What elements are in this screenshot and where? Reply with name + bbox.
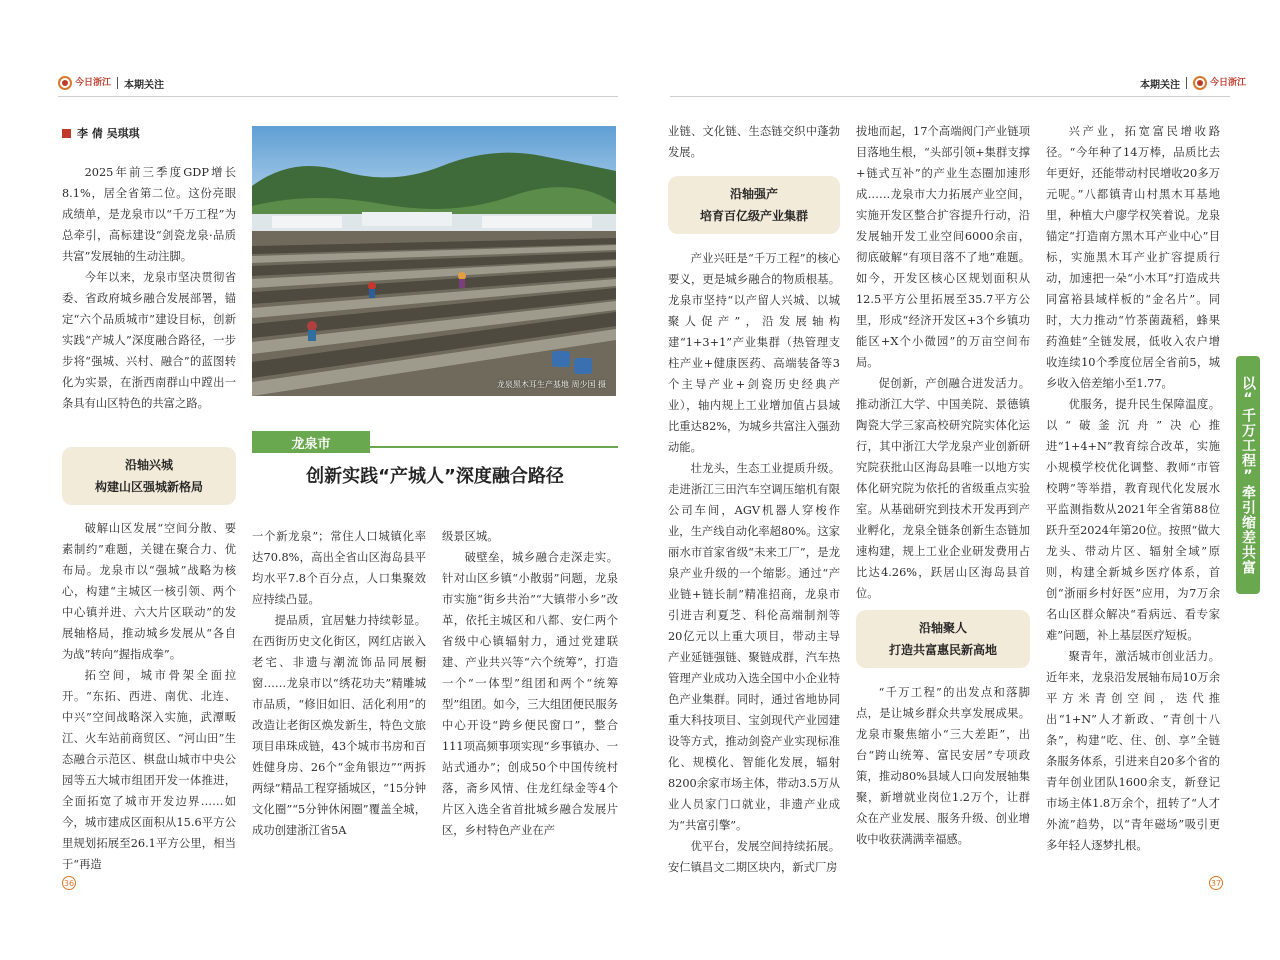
column-4-top <box>668 121 840 163</box>
paragraph: 级景区城。 <box>442 530 499 543</box>
header-separator <box>117 77 118 89</box>
column-5-bottom <box>856 682 1030 850</box>
paragraph: 业链、文化链、生态链交织中蓬勃发展。 <box>668 125 840 159</box>
subhead-build-industry <box>668 176 840 234</box>
paragraph: 优服务，提升民生保障温度。以“破釜沉舟”决心推进“1+4+N”教育综合改革，实施小规模学校优化调整、教师“市管校聘”等举措，教育现代化发展水平监测指数从2021年全省第88位跃升至2024年第20位。按照“做大龙头、带动片区、辐射全域”原则，构建全新城乡医疗体系，首创“浙丽乡村好医”应用，为7万余名山区群众解决“看病远、看专家难”问题，补上基层医疗短板。 <box>1046 398 1220 642</box>
subhead-line: 沿轴强产 <box>729 187 778 201</box>
side-theme-strip: 以“千万工程”牵引缩差共富 <box>1236 356 1260 594</box>
column-1-top <box>62 162 236 414</box>
subhead-line: 构建山区强城新格局 <box>94 480 203 494</box>
paragraph: 破解山区发展“空间分散、要素制约”难题，关键在聚合力、优布局。龙泉市以“强城”战略为核心，构建“主城区一核引领、两个中心镇并进、六大片区联动”的发展轴格局，推动城乡发展从“各自为战”转向“握指成拳”。 <box>62 522 236 661</box>
section-title-left: 本期关注 <box>124 79 165 91</box>
subhead-line: 培育百亿级产业集群 <box>699 209 808 223</box>
header-rule-right <box>670 96 1230 97</box>
paragraph: 产业兴旺是“千万工程”的核心要义，更是城乡融合的物质根基。龙泉市坚持“以产留人兴城、以城聚人促产”，沿发展轴构建“1+3+1”产业集群（热管理支柱产业+健康医药、高端装备等3个主导产业+剑瓷历史经典产业），轴内规上工业增加值占县域比重达82%，为城乡共富注入强劲动能。 <box>668 252 840 454</box>
paragraph: 壮龙头，生态工业提质升级。走进浙江三田汽车空调压缩机有限公司车间，AGV机器人穿梭作业，生产线自动化率超80%。这家丽水市首家省级“未来工厂”，是龙泉产业升级的一个缩影。通过“产业链+链长制”精准招商，龙泉市引进吉利夏芝、科伦高端制剂等20亿元以上重大项目，带动主导产业延链强链、聚链成群，汽车热管理产业成功入选全国中小企业特色产业集群。同时，通过省地协同重大科技项目、宝剑现代产业园建设等方式，推动剑瓷产业实现标准化、规模化、智能化发展，辐射8200余家市场主体，带动3.5万从业人员家门口就业，非遗产业成为“共富引擎”。 <box>668 462 840 832</box>
city-tag: 龙泉市 <box>252 431 370 453</box>
left-header <box>58 76 164 90</box>
paragraph: 聚青年，激活城市创业活力。近年来，龙泉沿发展轴布局10万余平方米青创空间，迭代推出“1+N”人才新政、“青创十八条”，构建“吃、住、创、享”全链条服务体系，引进来自20多个省的青年创业团队1600余支，新登记市场主体1.8万余个，扭转了“人才外流”趋势，以“青年磁场”吸引更多年轻人逐梦扎根。 <box>1046 650 1220 852</box>
page-number-left: 36 <box>62 876 76 890</box>
paragraph: “千万工程”的出发点和落脚点，是让城乡群众共享发展成果。龙泉市聚焦缩小“三大差距”，出台“跨山统筹、富民安居”专项政策，推动80%县域人口向发展轴集聚，新增就业岗位1.2万个，让群众在产业发展、服务升级、创业增收中收获满满幸福感。 <box>856 686 1030 846</box>
header-separator <box>1186 77 1187 89</box>
column-4-bottom <box>668 248 840 878</box>
subhead-gather-people <box>856 610 1030 668</box>
article-photo <box>252 126 616 396</box>
author-marker-icon <box>62 129 71 138</box>
paragraph: 今年以来，龙泉市坚决贯彻省委、省政府城乡融合发展部署，锚定“六个品质城市”建设目标，创新实践“产城人”深度融合路径，一步步将“强城、兴村、融合”的蓝图转化为实景，在浙西南群山中蹚出一条具有山区特色的共富之路。 <box>62 271 236 410</box>
subhead-build-city <box>62 447 236 505</box>
greenhouse-field-image <box>252 126 616 396</box>
paragraph: 拔地而起，17个高端阀门产业链项目落地生根，“头部引领+集群支撑+链式互补”的产业生态圈加速形成……龙泉市大力拓展产业空间，实施开发区整合扩容提升行动，沿发展轴开发工业空间6000余亩，彻底破解“有项目落不了地”难题。如今，开发区核心区规划面积从12.5平方公里拓展至35.7平方公里，形成“经济开发区+3个乡镇功能区+X个小微园”的万亩空间布局。 <box>856 125 1030 369</box>
brand-logo-icon <box>58 76 72 90</box>
subhead-line: 沿轴兴城 <box>124 458 173 472</box>
column-3 <box>442 526 618 841</box>
right-header <box>1140 76 1246 90</box>
paragraph: 提品质，宜居魅力持续彰显。在西街历史文化街区，网红店嵌入老宅、非遗与潮流饰品同展橱窗……龙泉市以“绣花功夫”精雕城市品质，“修旧如旧、活化利用”的改造让老街区焕发新生，特色文旅项目串珠成链，43个城市书房和百姓健身房、26个“金角银边”“两拆两绿”精品工程穿插城区，“15分钟文化圈”“5分钟休闲圈”覆盖全城，成功创建浙江省5A <box>252 614 426 837</box>
paragraph: 优平台，发展空间持续拓展。安仁镇昌文二期区块内，新式厂房 <box>668 840 840 874</box>
column-6 <box>1046 121 1220 856</box>
article-headline: 创新实践“产城人”深度融合路径 <box>306 466 564 487</box>
photo-caption: 龙泉黑木耳生产基地 周少国 摄 <box>496 380 606 389</box>
column-2 <box>252 526 426 841</box>
header-rule-left <box>58 96 618 97</box>
brand-logo <box>58 76 111 90</box>
subhead-line: 沿轴聚人 <box>918 621 967 635</box>
paragraph: 拓空间，城市骨架全面拉开。“东拓、西进、南优、北连、中兴”空间战略深入实施，武潭畈江、火车站前商贸区、“河山田”生态融合示范区、棋盘山城市中央公园等五大城市组团开发一体推进，全面拓宽了城市开发边界……如今，城市建成区面积从15.6平方公里规划拓展至26.1平方公里，相当于“再造 <box>62 669 236 871</box>
paragraph: 促创新，产创融合迸发活力。推动浙江大学、中国美院、景德镇陶瓷大学三家高校研究院实体化运行，其中浙江大学龙泉产业创新研究院获批山区海岛县唯一以地方实体化研究院为依托的省级重点实验室。从基础研究到技术开发再到产业孵化，龙泉全链条创新生态链加速构建，规上工业企业研发费用占比达4.26%，跃居山区海岛县首位。 <box>856 377 1030 600</box>
brand-logo-text: 今日浙江 <box>1209 77 1246 88</box>
author-names: 李 倩 吴琪琪 <box>77 127 140 140</box>
paragraph: 兴产业，拓宽富民增收路径。“今年种了14万棒，品质比去年更好，还能带动村民增收20多万元呢。”八都镇青山村黑木耳基地里，种植大户廖学权笑着说。龙泉锚定“打造南方黑木耳产业中心”目标，实施黑木耳产业扩容提质行动，加速把一朵“小木耳”打造成共同富裕县域样板的“金名片”。同时，大力推动“竹茶菌蔬稻，蜂果药渔蛙”全链发展，低收入农户增收连续10个季度位居全省前5，城乡收入倍差缩小至1.77。 <box>1046 125 1220 390</box>
page-number-right: 37 <box>1209 876 1223 890</box>
brand-logo <box>1193 76 1246 90</box>
column-5-top <box>856 121 1030 604</box>
column-1-bottom <box>62 518 236 875</box>
right-page <box>640 0 1280 960</box>
brand-logo-icon <box>1193 76 1207 90</box>
subhead-line: 打造共富惠民新高地 <box>888 643 997 657</box>
paragraph: 破壁垒，城乡融合走深走实。针对山区乡镇“小散弱”问题，龙泉市实施“街乡共治”“大镇带小乡”改革，依托主城区和八都、安仁两个省级中心镇辐射力，通过党建联建、产业共兴等“六个统筹”，打造一个“一体型”组团和两个“统筹型”组团。如今，三大组团便民服务中心开设“跨乡便民窗口”，整合111项高频事项实现“乡事镇办、一站式通办”；创成50个中国传统村落，斋乡风情、住龙红绿金等4个片区入选全省首批城乡融合发展片区，乡村特色产业在产 <box>442 551 618 837</box>
paragraph: 2025年前三季度GDP增长8.1%，居全省第二位。这份亮眼成绩单，是龙泉市以“千万工程”为总牵引，高标建设“剑瓷龙泉·品质共富”发展轴的生动注脚。 <box>62 166 236 263</box>
brand-logo-text: 今日浙江 <box>75 77 112 88</box>
author-line <box>62 125 140 141</box>
paragraph: 一个新龙泉”；常住人口城镇化率达70.8%，高出全省山区海岛县平均水平7.8个百分点，人口集聚效应持续凸显。 <box>252 530 426 606</box>
section-title-right: 本期关注 <box>1139 79 1180 91</box>
